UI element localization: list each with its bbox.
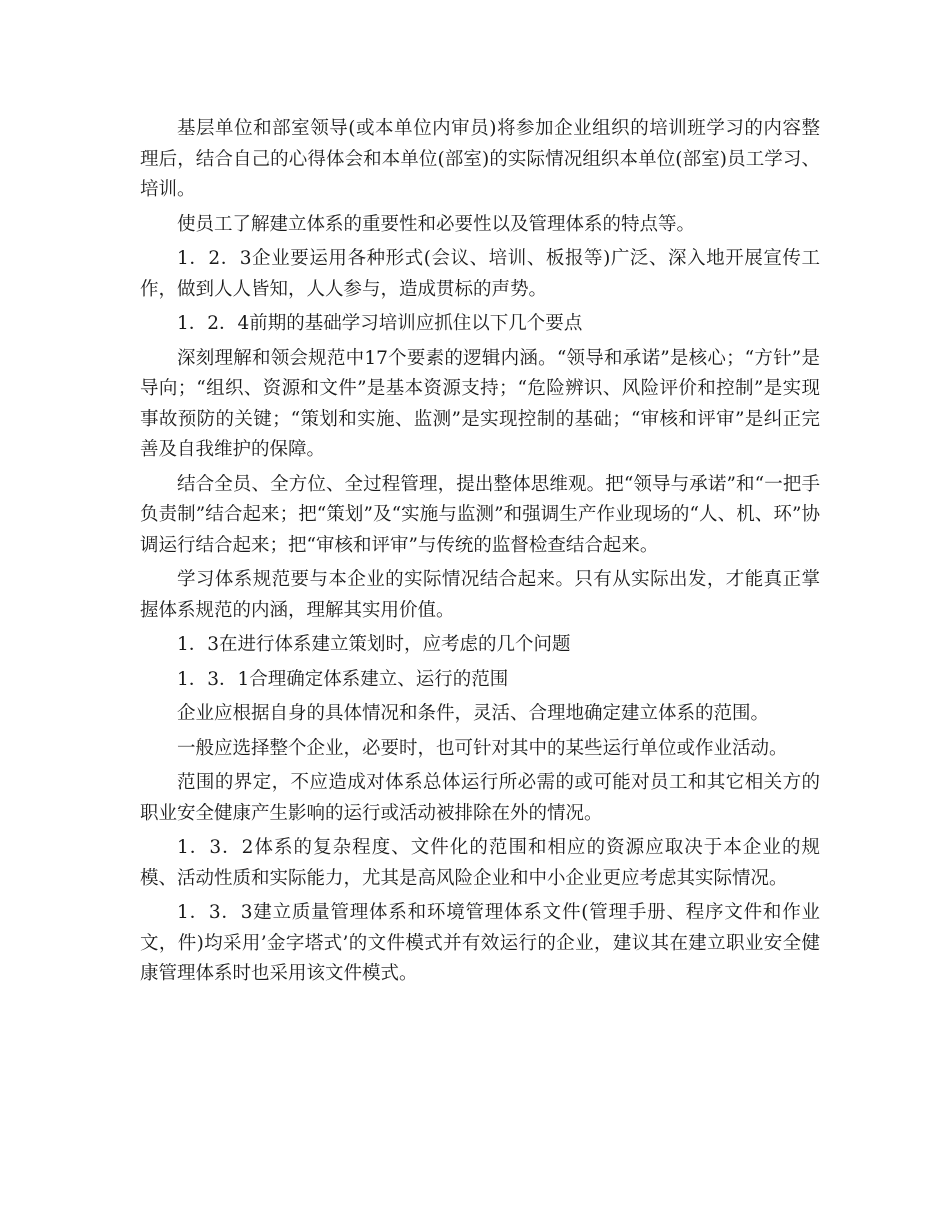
paragraph: 范围的界定，不应造成对体系总体运行所必需的或可能对员工和其它相关方的职业安全健康产生影响的运行或活动被排除在外的情况。 [140,772,820,824]
paragraph: 一般应选择整个企业，必要时，也可针对其中的某些运行单位或作业活动。 [177,737,788,759]
paragraph: 1．3．2体系的复杂程度、文件化的范围和相应的资源应取决于本企业的规模、活动性质和实际能力，尤其是高风险企业和中小企业更应考虑其实际情况。 [140,837,820,889]
paragraph: 基层单位和部室领导(或本单位内审员)将参加企业组织的培训班学习的内容整理后，结合自己的心得体会和本单位(部室)的实际情况组织本单位(部室)员工学习、培训。 [140,118,820,200]
subsection-heading: 1．3．1合理确定体系建立、运行的范围 [177,668,509,690]
paragraph: 深刻理解和领会规范中17个要素的逻辑内涵。“领导和承诺”是核心；“方针”是导向；“组织、资源和文件”是基本资源支持；“危险辨识、风险评价和控制”是实现事故预防的关键；“策划和实施、监测”是实现控制的基础；“审核和评审”是纠正完善及自我维护的保障。 [140,347,820,460]
paragraph: 1．2．3企业要运用各种形式(会议、培训、板报等)广泛、深入地开展宣传工作，做到人人皆知，人人参与，造成贯标的声势。 [140,248,820,300]
paragraph: 使员工了解建立体系的重要性和必要性以及管理体系的特点等。 [177,213,696,235]
paragraph: 结合全员、全方位、全过程管理，提出整体思维观。把“领导与承诺”和“一把手负责制”结合起来；把“策划”及“实施与监测”和强调生产作业现场的“人、机、环”协调运行结合起来；把“审核和评审”与传统的监督检查结合起来。 [140,473,820,556]
section-heading: 1．3在进行体系建立策划时，应考虑的几个问题 [177,634,571,655]
paragraph: 1．2．4前期的基础学习培训应抓住以下几个要点 [177,313,583,334]
document-body [140,114,820,994]
paragraph: 1．3．3建立质量管理体系和环境管理体系文件(管理手册、程序文件和作业文，件)均采用’金字塔式’的文件模式并有效运行的企业，建议其在建立职业安全健康管理体系时也采用该文件模式。 [140,902,820,984]
paragraph: 学习体系规范要与本企业的实际情况结合起来。只有从实际出发，才能真正掌握体系规范的内涵，理解其实用价值。 [140,569,820,621]
paragraph: 企业应根据自身的具体情况和条件，灵活、合理地确定建立体系的范围。 [177,703,770,724]
